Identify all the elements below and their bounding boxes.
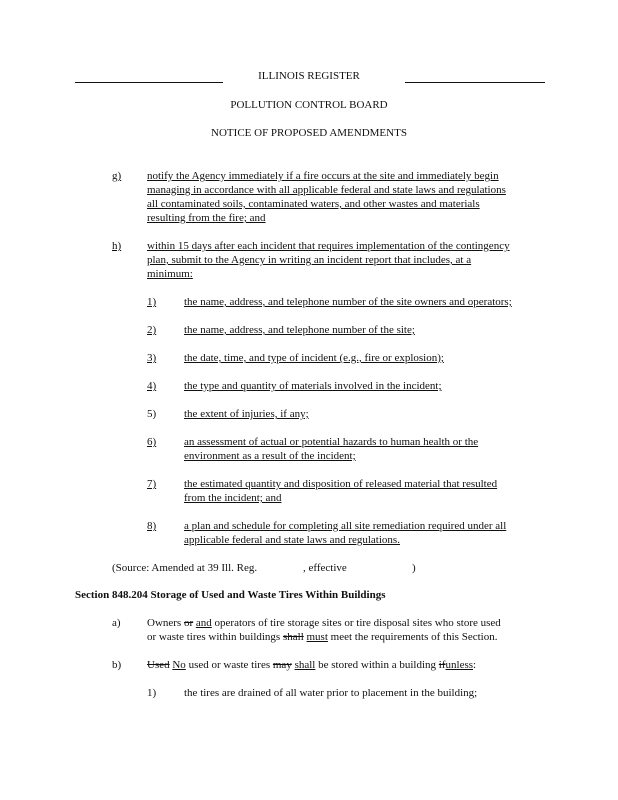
inserted-text: unless: [445, 659, 474, 671]
deleted-text: Used: [147, 659, 170, 671]
board-title: POLLUTION CONTROL BOARD: [230, 99, 388, 111]
sub-item-7-num: 7): [147, 478, 157, 490]
para-b-line-1: [147, 659, 476, 672]
source-effective: , effective: [303, 562, 347, 574]
sub-item-8-line-1: a plan and schedule for completing all site remediation required under all: [184, 520, 507, 532]
para-a-text: operators of tire storage sites or tire disposal sites who store used: [211, 617, 501, 629]
para-a-text: Owners: [147, 617, 184, 629]
deleted-text: if: [438, 659, 446, 671]
para-b-text: used or waste tires: [185, 659, 273, 671]
sub-item-3-num: 3): [147, 352, 157, 364]
sub-item-2-line-1: the name, address, and telephone number of the site;: [184, 324, 415, 336]
sub-item-6-line-1: an assessment of actual or potential hazards to human health or the: [184, 436, 479, 448]
sub-item-8-line-2: applicable federal and state laws and regulations.: [184, 534, 400, 546]
item-g-line-2: managing in accordance with all applicable federal and state laws and regulations: [147, 184, 506, 196]
sub-item-6-num: 6): [147, 436, 157, 448]
item-h-label: h): [112, 240, 122, 252]
deleted-text: may: [272, 659, 292, 671]
sub-item-2-num: 2): [147, 324, 157, 336]
sub-item-5-line-1: the extent of injuries, if any;: [184, 408, 309, 420]
para-b1-label: 1): [147, 687, 157, 699]
header-rule-right: [405, 82, 545, 83]
para-a-line-1: [147, 617, 501, 630]
deleted-text: or: [183, 617, 194, 629]
inserted-text: must: [306, 631, 328, 643]
sub-item-3-line-1: the date, time, and type of incident (e.g., fire or explosion);: [184, 352, 444, 364]
para-b-text: :: [473, 659, 477, 671]
sub-item-5-num: 5): [147, 408, 157, 420]
sub-item-4-num: 4): [147, 380, 157, 392]
item-g-line-4: resulting from the fire; and: [147, 212, 266, 224]
inserted-text: No: [172, 659, 186, 671]
para-a-text: meet the requirements of this Section.: [327, 631, 498, 643]
sub-item-4-line-1: the type and quantity of materials involved in the incident;: [184, 380, 442, 392]
item-h-line-1: within 15 days after each incident that requires implementation of the contingency: [147, 240, 510, 252]
sub-item-8-num: 8): [147, 520, 157, 532]
sub-item-7-line-1: the estimated quantity and disposition of released material that resulted: [184, 478, 498, 490]
para-a-label: a): [112, 617, 121, 629]
header-rule-left: [75, 82, 223, 83]
source-close: ): [412, 562, 416, 574]
notice-title: NOTICE OF PROPOSED AMENDMENTS: [211, 127, 407, 139]
register-title: ILLINOIS REGISTER: [258, 70, 360, 82]
para-b-text: be stored within a building: [315, 659, 439, 671]
para-b-label: b): [112, 659, 122, 671]
item-g-line-3: all contaminated soils, contaminated waters, and other wastes and materials: [147, 198, 480, 210]
para-a-text: or waste tires within buildings: [147, 631, 283, 643]
inserted-text: and: [195, 617, 212, 629]
inserted-text: shall: [294, 659, 316, 671]
sub-item-7-line-2: from the incident; and: [184, 492, 282, 504]
item-g-line-1: notify the Agency immediately if a fire occurs at the site and immediately begin: [147, 170, 499, 182]
sub-item-1-num: 1): [147, 296, 157, 308]
deleted-text: shall: [282, 631, 304, 643]
item-g-label: g): [112, 170, 122, 182]
item-h-line-3: minimum:: [147, 268, 193, 280]
sub-item-1-line-1: the name, address, and telephone number of the site owners and operators;: [184, 296, 512, 308]
para-b1-text: the tires are drained of all water prior to placement in the building;: [184, 687, 478, 699]
sub-item-6-line-2: environment as a result of the incident;: [184, 450, 356, 462]
section-title: Section 848.204 Storage of Used and Waste Tires Within Buildings: [75, 589, 386, 601]
item-h-line-2: plan, submit to the Agency in writing an incident report that includes, at a: [147, 254, 472, 266]
para-a-line-2: [147, 631, 497, 644]
source-prefix: (Source: Amended at 39 Ill. Reg.: [112, 562, 258, 574]
